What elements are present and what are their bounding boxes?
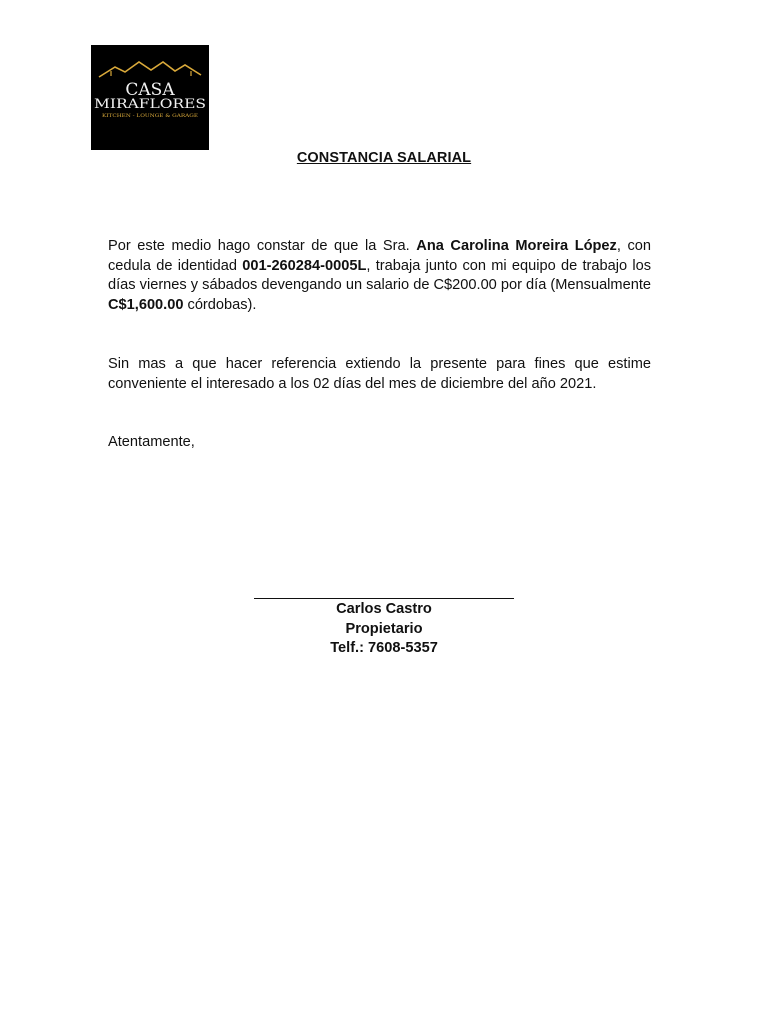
signer-name: Carlos Castro	[336, 601, 432, 617]
paragraph-employment	[108, 237, 651, 315]
paragraph-purpose: Sin mas a que hacer referencia extiendo la presente para fines que estime conveniente el interesado a los 02 días del mes de diciembre del año 2021.	[108, 356, 651, 392]
closing-salutation: Atentamente,	[108, 434, 195, 450]
p1-text-1: Por este medio hago constar de que la Sra.	[108, 238, 417, 254]
logo-line1: CASA	[125, 80, 175, 100]
company-logo	[91, 45, 209, 150]
p1-text-2: , con cedula de identidad	[108, 238, 652, 274]
p1-text-3: , trabaja junto con mi equipo de trabajo los días viernes y sábados devengando un salario de C$200.00 por día (Mensualmente	[108, 257, 651, 294]
document-title: CONSTANCIA SALARIAL	[296, 150, 472, 166]
signer-phone: Telf.: 7608-5357	[330, 640, 438, 656]
monthly-salary: C$1,600.00	[108, 296, 184, 313]
employee-name: Ana Carolina Moreira López	[416, 238, 617, 254]
p1-text-4: córdobas).	[183, 296, 257, 313]
logo-line2: MIRAFLORES	[94, 97, 206, 112]
id-number: 001-260284-0005L	[242, 257, 367, 274]
signature-line	[254, 598, 514, 599]
signer-role: Propietario	[345, 621, 423, 637]
logo-tagline: KITCHEN - LOUNGE & GARAGE	[102, 113, 199, 119]
logo-graphic	[91, 45, 209, 150]
